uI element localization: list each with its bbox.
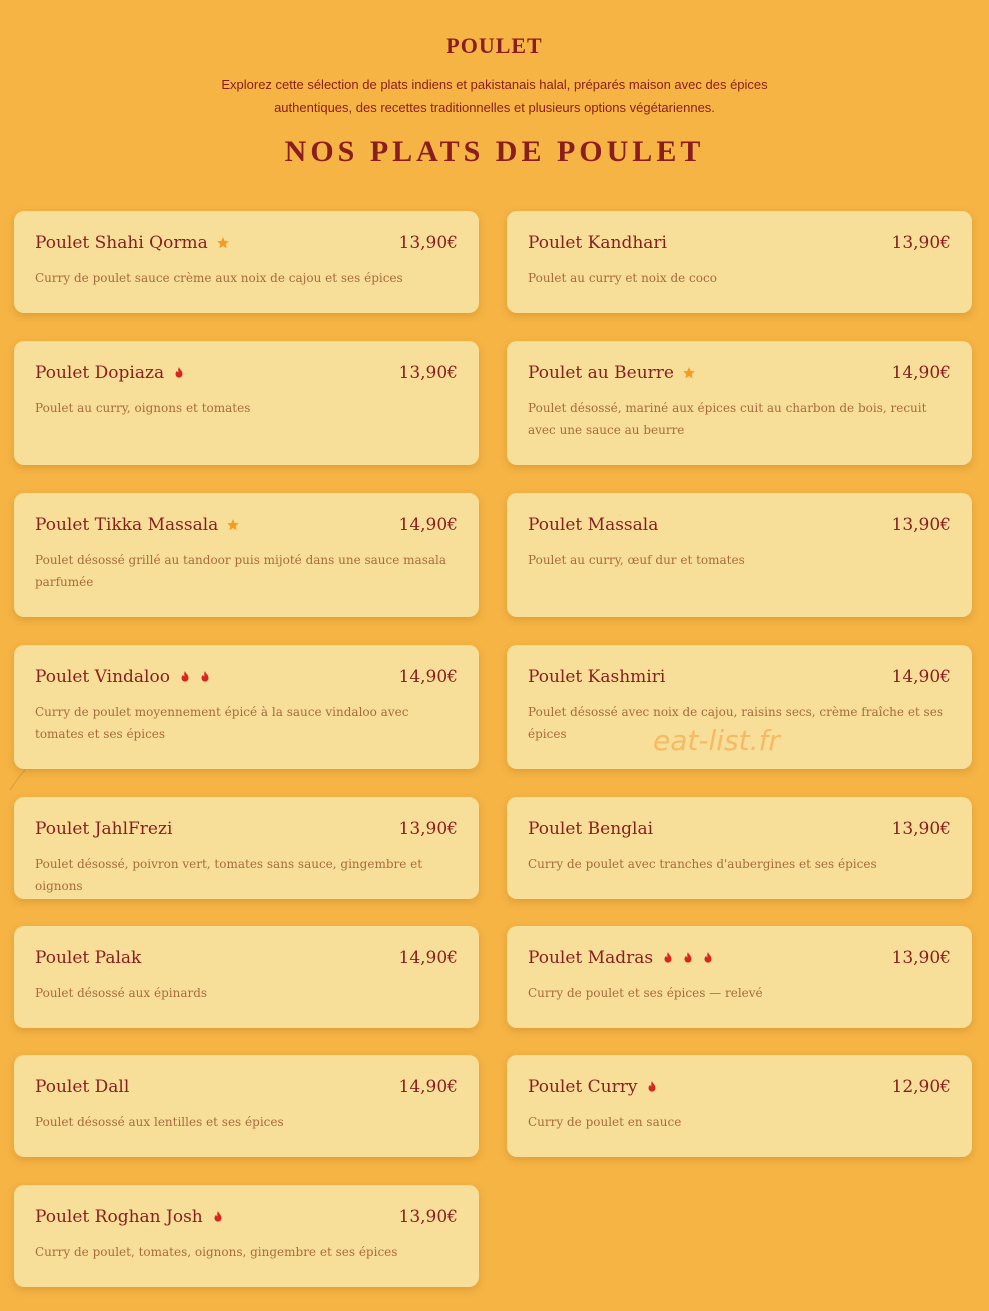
dish-price: 14,90€ bbox=[398, 1077, 458, 1097]
dish-name: Poulet Palak bbox=[35, 948, 142, 968]
dish-price: 14,90€ bbox=[891, 667, 951, 687]
dish-description: Poulet désossé aux épinards bbox=[35, 986, 208, 1000]
dish-price: 13,90€ bbox=[891, 948, 951, 968]
dish-price: 13,90€ bbox=[891, 233, 951, 253]
dish-card bbox=[507, 797, 972, 899]
star-icon bbox=[226, 518, 240, 532]
dish-card bbox=[14, 797, 479, 899]
dish-price: 14,90€ bbox=[398, 667, 458, 687]
dish-description: Curry de poulet sauce crème aux noix de cajou et ses épices bbox=[35, 271, 403, 285]
chili-icon bbox=[681, 951, 695, 965]
dish-card bbox=[14, 1055, 479, 1157]
dish-description: Poulet au curry, oignons et tomates bbox=[35, 401, 251, 415]
dish-description: Curry de poulet et ses épices — relevé bbox=[528, 986, 763, 1000]
dish-name: Poulet Tikka Massala bbox=[35, 515, 219, 535]
dish-name: Poulet Kandhari bbox=[528, 233, 667, 253]
dish-description: Curry de poulet, tomates, oignons, gingembre et ses épices bbox=[35, 1245, 398, 1259]
dish-description: Curry de poulet en sauce bbox=[528, 1115, 682, 1129]
dish-description: Poulet au curry et noix de coco bbox=[528, 271, 717, 285]
dish-name: Poulet Dopiaza bbox=[35, 363, 165, 383]
chili-icon bbox=[645, 1080, 659, 1094]
dish-price: 13,90€ bbox=[398, 1207, 458, 1227]
dish-card bbox=[14, 1185, 479, 1287]
dish-price: 13,90€ bbox=[891, 819, 951, 839]
chili-icon bbox=[178, 670, 192, 684]
dish-card bbox=[14, 926, 479, 1028]
dish-price: 13,90€ bbox=[398, 363, 458, 383]
dish-description: Poulet au curry, œuf dur et tomates bbox=[528, 553, 745, 567]
dish-price: 13,90€ bbox=[398, 233, 458, 253]
dish-card bbox=[14, 211, 479, 313]
dish-price: 14,90€ bbox=[398, 948, 458, 968]
dish-description: Poulet désossé, mariné aux épices cuit au charbon de bois, recuit avec une sauce au beurre bbox=[528, 401, 927, 437]
dish-name: Poulet Shahi Qorma bbox=[35, 233, 208, 253]
page-title: NOS PLATS DE POULET bbox=[284, 135, 705, 168]
chili-icon bbox=[172, 366, 186, 380]
chili-icon bbox=[211, 1210, 225, 1224]
dish-card bbox=[507, 493, 972, 617]
dish-name: Poulet JahlFrezi bbox=[35, 819, 173, 839]
dish-price: 14,90€ bbox=[398, 515, 458, 535]
dish-description: Poulet désossé, poivron vert, tomates sans sauce, gingembre et oignons bbox=[35, 857, 423, 893]
dish-name: Poulet Vindaloo bbox=[35, 667, 170, 687]
star-icon bbox=[216, 236, 230, 250]
dish-description: Poulet désossé aux lentilles et ses épices bbox=[35, 1115, 284, 1129]
dish-name: Poulet Curry bbox=[528, 1077, 638, 1097]
dish-name: Poulet au Beurre bbox=[528, 363, 674, 383]
watermark: eat-list.fr bbox=[653, 724, 780, 757]
dish-name: Poulet Massala bbox=[528, 515, 659, 535]
dish-card bbox=[14, 645, 479, 769]
chili-icon bbox=[701, 951, 715, 965]
dish-description: Poulet désossé grillé au tandoor puis mijoté dans une sauce masala parfumée bbox=[35, 553, 446, 589]
dish-price: 12,90€ bbox=[891, 1077, 951, 1097]
dish-card bbox=[14, 341, 479, 465]
dish-price: 13,90€ bbox=[891, 515, 951, 535]
dish-name: Poulet Roghan Josh bbox=[35, 1207, 203, 1227]
dish-name: Poulet Kashmiri bbox=[528, 667, 666, 687]
dish-description: Poulet désossé avec noix de cajou, raisins secs, crème fraîche et ses épices bbox=[528, 705, 943, 741]
intro-text: Explorez cette sélection de plats indiens et pakistanais halal, préparés maison avec des épices authentiques, des recettes traditionnelles et plusieurs options végétariennes. bbox=[221, 77, 768, 115]
chili-icon bbox=[198, 670, 212, 684]
dish-name: Poulet Madras bbox=[528, 948, 654, 968]
dish-card bbox=[507, 1055, 972, 1157]
chili-icon bbox=[661, 951, 675, 965]
section-title: POULET bbox=[446, 33, 543, 58]
dish-price: 14,90€ bbox=[891, 363, 951, 383]
dish-card bbox=[14, 493, 479, 617]
dish-price: 13,90€ bbox=[398, 819, 458, 839]
dish-description: Curry de poulet avec tranches d'aubergines et ses épices bbox=[528, 857, 877, 871]
dish-name: Poulet Benglai bbox=[528, 819, 654, 839]
dish-card bbox=[507, 341, 972, 465]
dish-card bbox=[507, 211, 972, 313]
dish-card bbox=[507, 926, 972, 1028]
dish-name: Poulet Dall bbox=[35, 1077, 130, 1097]
star-icon bbox=[682, 366, 696, 380]
dish-description: Curry de poulet moyennement épicé à la sauce vindaloo avec tomates et ses épices bbox=[35, 705, 409, 741]
